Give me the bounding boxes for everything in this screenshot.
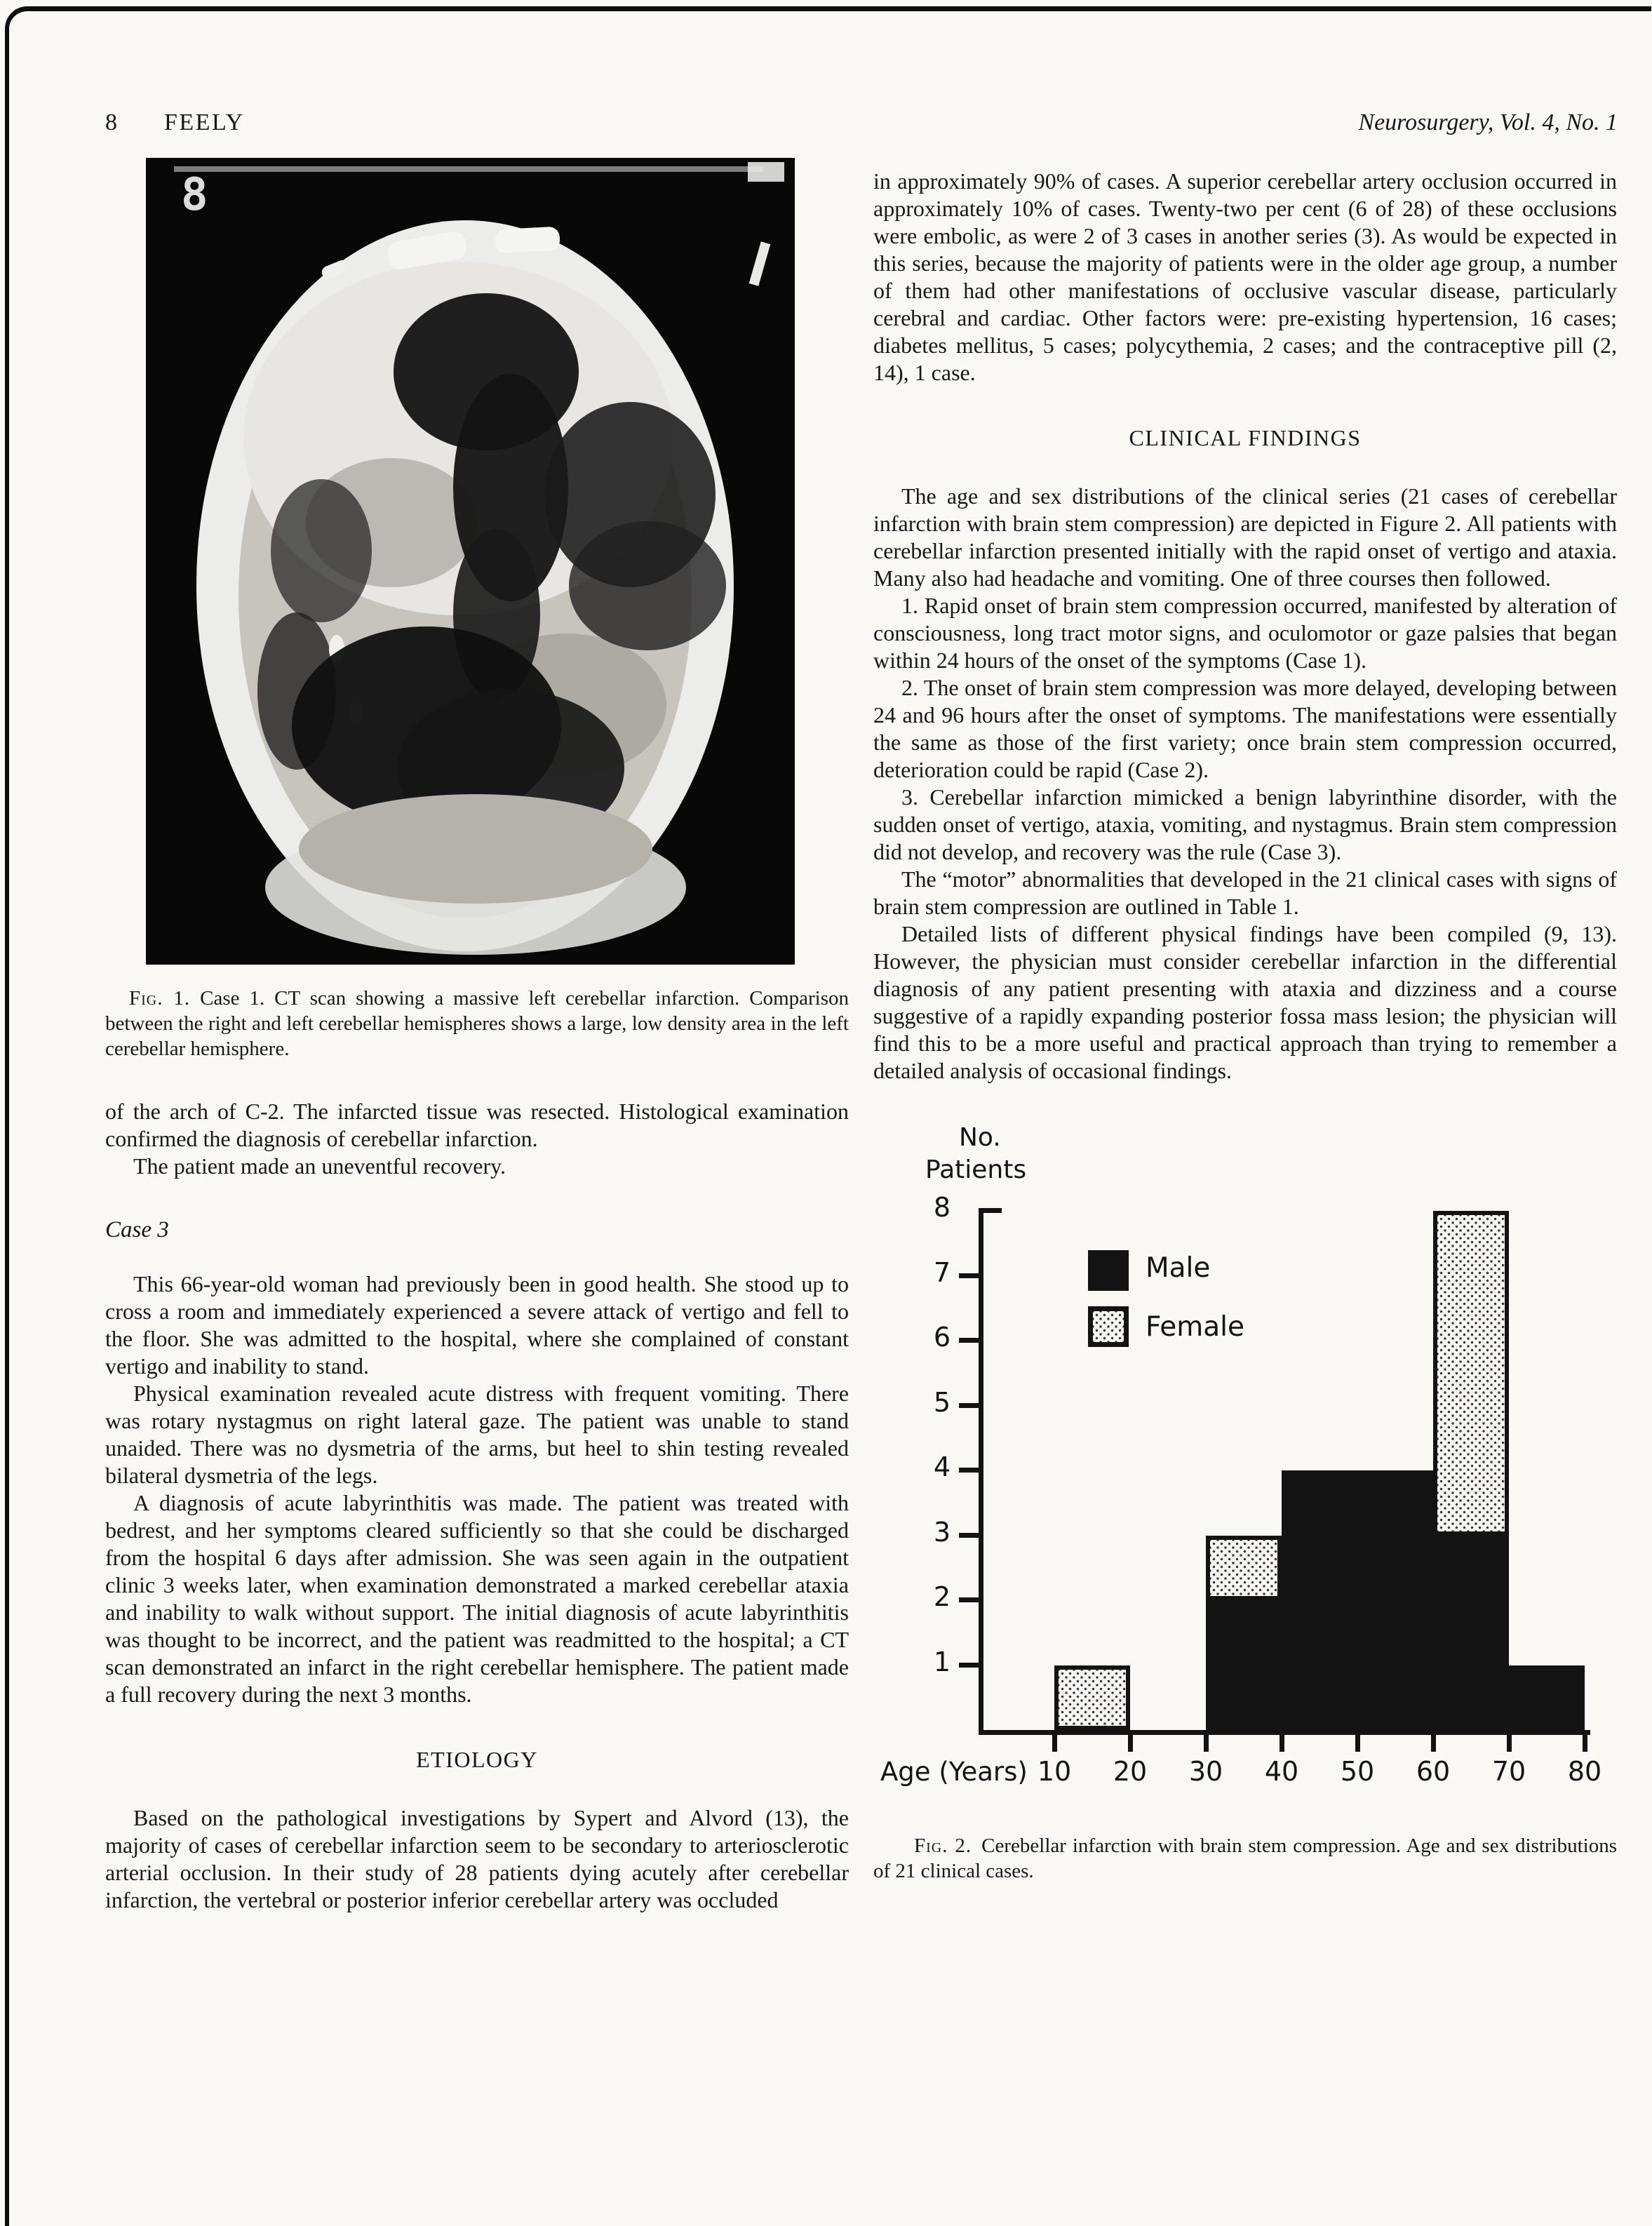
bar-male-50-60 [1357,1470,1433,1730]
figure-1-caption [105,986,849,1061]
paragraph-occlusion-stats: in approximately 90% of cases. A superior cerebellar artery occlusion occurred in approximately 10% of cases. Twenty-two per cent (6 of 28) of these occlusions were embolic, as were 2 of 3 cases in another series (3). As would be expected in this series, because the majority of patients were in the older age group, a number of them had other manifestations of occlusive vascular disease, particularly cerebral and cardiac. Other factors were: pre-existing hypertension, 16 cases; diabetes mellitus, 5 cases; polycythemia, 2 cases; and the contraceptive pill (2, 14), 1 case. [873,168,1617,385]
ct-scan-image [146,158,795,965]
paragraph-case3-course: A diagnosis of acute labyrinthitis was made. The patient was treated with bedrest, and her symptoms cleared sufficiently so that she could be discharged from the hospital 6 days after admission. She was seen again in the outpatient clinic 3 weeks later, when examination demonstrated a marked cerebellar ataxia and inability to walk without support. The initial diagnosis of acute labyrinthitis was thought to be incorrect, and the patient was readmitted to the hospital; a CT scan demonstrated an infarct in the right cerebellar hemisphere. The patient made a full recovery during the next 3 months. [105,1490,849,1707]
x-tick-70 [1507,1734,1512,1752]
y-tick-1 [959,1663,979,1668]
x-tick-label-10: 10 [1037,1756,1072,1787]
y-tick-label-7: 7 [933,1256,951,1288]
y-tick-label-6: 6 [933,1322,951,1353]
y-tick-8 [982,1208,1002,1213]
x-tick-60 [1431,1734,1436,1752]
x-tick-label-50: 50 [1340,1756,1375,1787]
x-tick-10 [1052,1734,1057,1752]
x-tick-label-70: 70 [1491,1756,1526,1787]
y-tick-label-8: 8 [933,1192,951,1223]
x-tick-30 [1204,1734,1209,1752]
figure-2-caption-label: Fig. 2. [914,1835,972,1857]
legend-male-label: Male [1146,1252,1211,1284]
page-number: 8 [105,109,117,135]
paragraph-recovery: The patient made an uneventful recovery. [133,1153,506,1179]
figure-1-caption-label: Fig. 1. [129,987,191,1010]
x-tick-20 [1128,1734,1133,1752]
running-header [105,109,1618,143]
paragraph-course-2: 2. The onset of brain stem compression was more delayed, developing between 24 and 96 hours after the onset of symptoms. The manifestations were essentially the same as those of the first variety; once brain stem compression occurred, deterioration could be rapid (Case 2). [873,675,1617,782]
paragraph-detailed-lists: Detailed lists of different physical findings have been compiled (9, 13). However, the physician must consider cerebellar infarction in the differential diagnosis of any patient presenting with ataxia and dizziness and a course suggestive of a rapidly expanding posterior fossa mass lesion; the physician will find this to be a more useful and practical approach than trying to remember a detailed analysis of occasional findings. [873,921,1617,1083]
case-3-heading: Case 3 [105,1217,169,1242]
x-tick-label-80: 80 [1567,1756,1602,1787]
paragraph-motor-abnormalities: The “motor” abnormalities that developed in the 21 clinical cases with signs of brain stem compression are outlined in Table 1. [873,866,1617,919]
y-tick-label-5: 5 [933,1386,951,1418]
y-tick-6 [959,1338,979,1343]
right-column [873,158,1617,1884]
x-tick-50 [1355,1734,1360,1752]
paragraph-age-sex: The age and sex distributions of the clinical series (21 cases of cerebellar infarction with brain stem compression) are depicted in Figure 2. All patients with cerebellar infarction presented initially with the rapid onset of vertigo and ataxia. Many also had headache and vomiting. One of three courses then followed. [873,483,1617,591]
y-axis-label-line1: No. [959,1123,1001,1152]
y-tick-4 [959,1468,979,1473]
x-axis-line [979,1730,1590,1735]
paragraph-case3-exam: Physical examination revealed acute distress with frequent vomiting. There was rotary nystagmus on right lateral gaze. The patient was unable to stand unaided. There was no dysmetria of the arms, but heel to shin testing revealed bilateral dysmetria of the legs. [105,1381,849,1488]
paragraph-course-1: 1. Rapid onset of brain stem compression occurred, manifested by alteration of consciousness, long tract motor signs, and oculomotor or gaze palsies that began within 24 hours of the onset of the symptoms (Case 1). [873,593,1617,673]
x-tick-label-20: 20 [1113,1756,1148,1787]
journal-reference: Neurosurgery, Vol. 4, No. 1 [1358,109,1618,135]
y-tick-label-3: 3 [933,1516,951,1548]
legend-female-swatch [1088,1306,1129,1347]
left-column-body [105,1098,849,1914]
bar-female-60-70 [1433,1211,1509,1536]
x-axis-label: Age (Years) [880,1757,1028,1787]
y-tick-label-1: 1 [933,1646,951,1677]
figure-1-caption-text: Case 1. CT scan showing a massive left cerebellar infarction. Comparison between the right and left cerebellar hemispheres shows a large, low density area in the left cerebellar hemisphere. [105,987,849,1060]
y-axis-label-line2: Patients [925,1155,1027,1184]
figure-1-ct-scan [146,158,795,965]
paragraph-arch-c2: of the arch of C-2. The infarcted tissue was resected. Histological examination confirmed the diagnosis of cerebellar infarction. [105,1099,849,1151]
y-tick-label-4: 4 [933,1451,951,1482]
etiology-heading: ETIOLOGY [416,1747,538,1772]
x-tick-80 [1583,1734,1587,1752]
bar-male-70-80 [1509,1665,1585,1731]
x-tick-40 [1280,1734,1284,1752]
y-tick-3 [959,1533,979,1538]
running-author: FEELY [164,109,245,135]
legend-female-label: Female [1146,1311,1245,1343]
left-column [105,158,849,1914]
figure-2-age-sex-bar-chart [873,1115,1617,1806]
figure-2-caption [873,1833,1617,1884]
x-tick-label-30: 30 [1188,1756,1223,1787]
paragraph-etiology: Based on the pathological investigations by Sypert and Alvord (13), the majority of cases of cerebellar infarction seem to be secondary to arteriosclerotic arterial occlusion. In their study of 28 patients dying acutely after cerebellar infarction, the vertebral or posterior inferior cerebellar artery was occluded [105,1805,849,1912]
y-tick-2 [959,1597,979,1602]
bar-female-10-20 [1054,1665,1130,1731]
y-tick-7 [959,1273,979,1278]
paragraph-course-3: 3. Cerebellar infarction mimicked a benign labyrinthine disorder, with the sudden onset of vertigo, ataxia, vomiting, and nystagmus. Brain stem compression did not develop, and recovery was the rule (Case 3). [873,784,1617,864]
y-tick-5 [959,1403,979,1408]
bar-male-30-40 [1206,1600,1282,1730]
x-tick-label-40: 40 [1264,1756,1299,1787]
figure-2-caption-text: Cerebellar infarction with brain stem compression. Age and sex distributions of 21 clinical cases. [873,1835,1618,1882]
paragraph-case3-history: This 66-year-old woman had previously been in good health. She stood up to cross a room and immediately experienced a severe attack of vertigo and fell to the floor. She was admitted to the hospital, where she complained of constant vertigo and inability to stand. [105,1271,849,1379]
scan-corner-label: 8 [181,169,208,221]
legend-male-swatch [1088,1250,1129,1291]
x-tick-label-60: 60 [1416,1756,1451,1787]
clinical-findings-heading: CLINICAL FINDINGS [1129,425,1362,450]
y-tick-label-2: 2 [933,1581,951,1612]
bar-male-60-70 [1433,1536,1509,1731]
bar-male-40-50 [1282,1470,1357,1730]
y-axis-line [979,1208,983,1735]
bar-female-30-40 [1206,1536,1282,1601]
